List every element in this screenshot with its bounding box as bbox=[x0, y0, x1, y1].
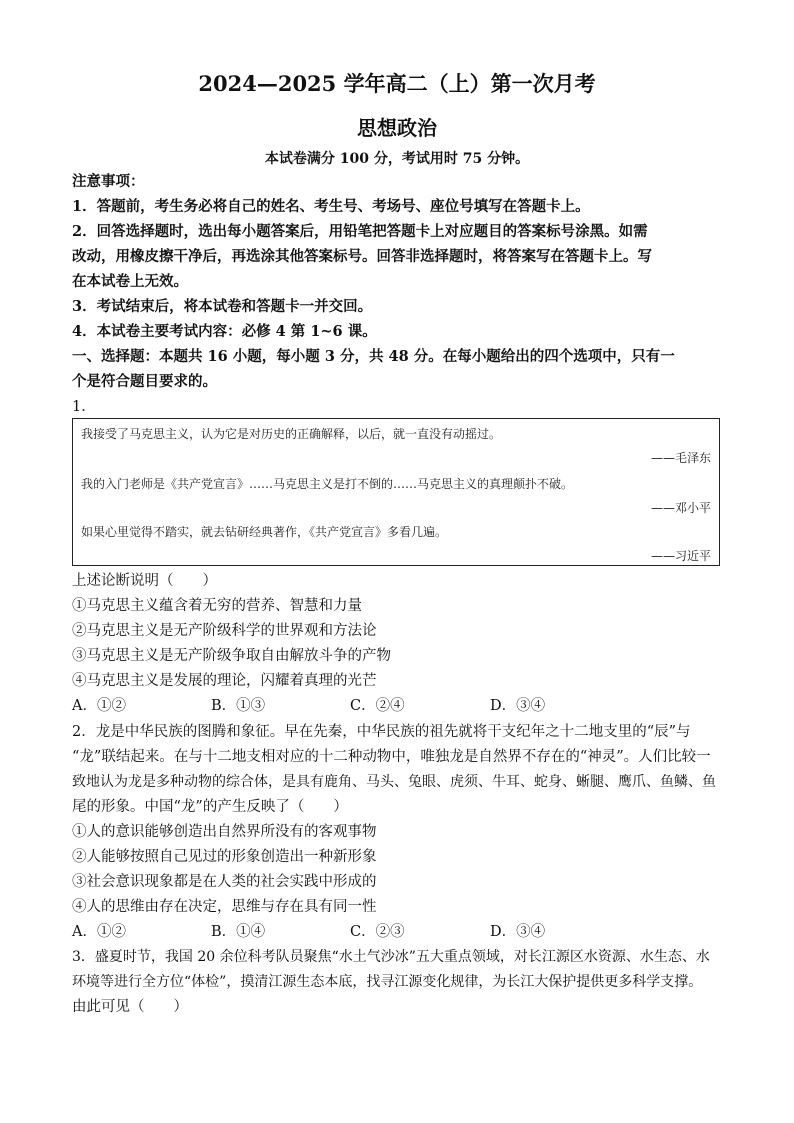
option-c: C．②③ bbox=[350, 924, 405, 940]
option-b: B．①④ bbox=[211, 924, 266, 940]
section-heading: 个是符合题目要求的。 bbox=[72, 373, 217, 390]
quote-author: ——习近平 bbox=[650, 549, 711, 563]
question-text: 2．龙是中华民族的图腾和象征。早在先秦，中华民族的祖先就将干支纪年之十二地支里的“辰”与 bbox=[72, 724, 691, 740]
quote-text: 如果心里觉得不踏实，就去钻研经典著作，《共产党宣言》多看几遍。 bbox=[81, 525, 448, 539]
quote-author: ——邓小平 bbox=[650, 501, 711, 515]
question-text: 致地认为龙是多种动物的综合体，是具有鹿角、马头、兔眼、虎须、牛耳、蛇身、蜥腿、鹰爪、鱼鳞、鱼 bbox=[72, 774, 716, 790]
statement-item: ④人的思维由存在决定，思维与存在具有同一性 bbox=[72, 899, 377, 915]
note-line: 改动，用橡皮擦干净后，再选涂其他答案标号。回答非选择题时，将答案写在答题卡上。写 bbox=[72, 248, 652, 265]
question-text: 尾的形象。中国“龙”的产生反映了（ ） bbox=[72, 799, 348, 815]
statement-item: ③社会意识现象都是在人类的社会实践中形成的 bbox=[72, 874, 377, 890]
note-line: 3．考试结束后，将本试卷和答题卡一并交回。 bbox=[72, 298, 373, 315]
question-text: 3．盛夏时节，我国 20 余位科考队员聚焦“水土气沙冰”五大重点领域，对长江源区水资源、水生态、水 bbox=[72, 949, 710, 965]
option-b: B．①③ bbox=[211, 698, 266, 714]
notes-heading: 注意事项： bbox=[72, 173, 145, 190]
statement-item: ①马克思主义蕴含着无穷的营养、智慧和力量 bbox=[72, 598, 362, 614]
option-c: C．②④ bbox=[350, 698, 405, 714]
option-d: D．③④ bbox=[490, 698, 546, 714]
statement-item: ②人能够按照自己见过的形象创造出一种新形象 bbox=[72, 849, 377, 865]
exam-title: 2024—2025 学年高二（上）第一次月考 bbox=[198, 71, 596, 96]
note-line: 在本试卷上无效。 bbox=[72, 273, 188, 290]
statement-item: ③马克思主义是无产阶级争取自由解放斗争的产物 bbox=[72, 648, 391, 664]
subject-title: 思想政治 bbox=[357, 116, 437, 140]
question-text: 环境等进行全方位“体检”，摸清江源生态本底，找寻江源变化规律，为长江大保护提供更多科学支撑。 bbox=[72, 974, 703, 990]
question-stem: 由此可见（ ） bbox=[72, 999, 188, 1015]
exam-info: 本试卷满分 100 分，考试用时 75 分钟。 bbox=[264, 151, 530, 167]
option-d: D．③④ bbox=[490, 924, 546, 940]
note-line: 4．本试卷主要考试内容：必修 4 第 1~6 课。 bbox=[72, 323, 377, 340]
quote-box bbox=[72, 418, 720, 566]
section-heading: 一、选择题：本题共 16 小题，每小题 3 分，共 48 分。在每小题给出的四个选项中，只有一 bbox=[72, 348, 675, 365]
option-a: A．①② bbox=[72, 924, 126, 940]
statement-item: ②马克思主义是无产阶级科学的世界观和方法论 bbox=[72, 623, 377, 639]
note-line: 2．回答选择题时，选出每小题答案后，用铅笔把答题卡上对应题目的答案标号涂黑。如需 bbox=[72, 223, 648, 240]
question-stem: 上述论断说明（ ） bbox=[72, 573, 217, 589]
quote-text: 我接受了马克思主义，认为它是对历史的正确解释，以后，就一直没有动摇过。 bbox=[81, 427, 502, 441]
quote-author: ——毛泽东 bbox=[650, 451, 711, 465]
note-line: 1．答题前，考生务必将自己的姓名、考生号、考场号、座位号填写在答题卡上。 bbox=[72, 198, 590, 215]
statement-item: ①人的意识能够创造出自然界所没有的客观事物 bbox=[72, 824, 377, 840]
question-text: “龙”联结起来。在与十二地支相对应的十二种动物中，唯独龙是自然界不存在的“神灵”。人们比较一 bbox=[72, 749, 711, 765]
statement-item: ④马克思主义是发展的理论，闪耀着真理的光芒 bbox=[72, 673, 377, 689]
option-a: A．①② bbox=[72, 698, 126, 714]
question-number: 1． bbox=[72, 399, 96, 415]
quote-text: 我的入门老师是《共产党宣言》……马克思主义是打不倒的……马克思主义的真理颠扑不破。 bbox=[81, 477, 574, 491]
